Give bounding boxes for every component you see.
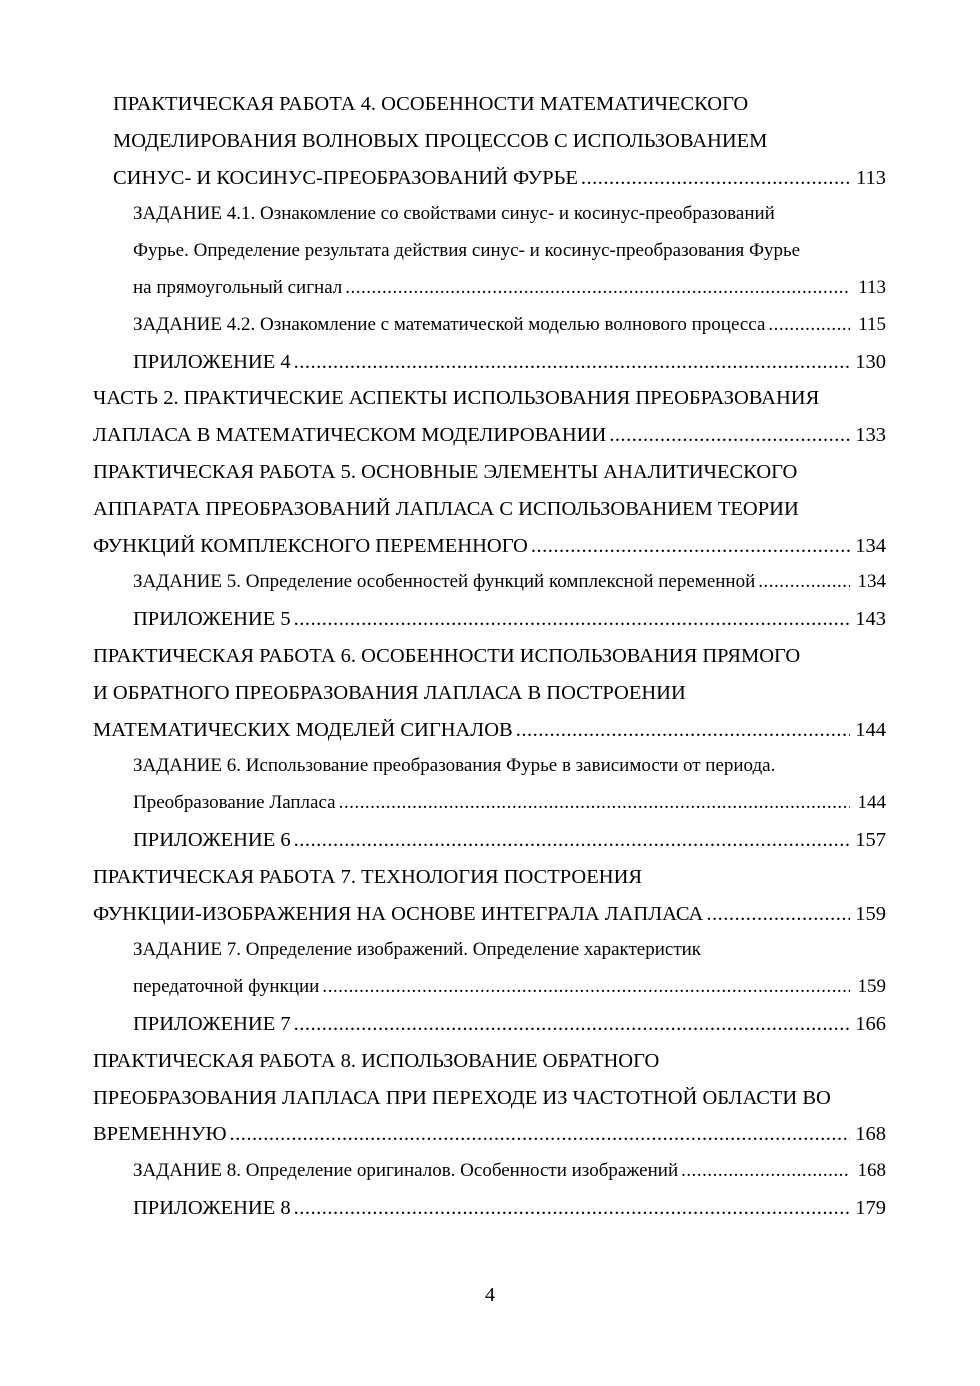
toc-entry-text: Фурье. Определение результата действия синус- и косинус-преобразования Фурье: [133, 240, 801, 262]
toc-line: [0, 196, 886, 233]
toc-page-number: 159: [855, 902, 886, 925]
toc-page-number: 134: [855, 534, 886, 557]
toc-dot-leader: [230, 1116, 850, 1153]
toc-line: [0, 1190, 886, 1227]
toc-line: [0, 601, 886, 638]
toc-page-number: 157: [855, 828, 886, 851]
toc-line: [0, 160, 886, 197]
toc-entry-text: ЧАСТЬ 2. ПРАКТИЧЕСКИЕ АСПЕКТЫ ИСПОЛЬЗОВАНИЯ ПРЕОБРАЗОВАНИЯ: [93, 387, 820, 410]
toc-heading-entry[interactable]: [0, 638, 980, 748]
toc-line: [0, 932, 886, 969]
toc-heading-entry[interactable]: [0, 1190, 980, 1227]
toc-entry-text: ПРИЛОЖЕНИЕ 8: [133, 1196, 291, 1219]
toc-line: [0, 454, 886, 491]
toc-task-entry[interactable]: [0, 932, 980, 1006]
toc-line: [0, 675, 886, 712]
toc-entry-text: ПРИЛОЖЕНИЕ 6: [133, 828, 291, 851]
toc-entry-text: ПРАКТИЧЕСКАЯ РАБОТА 8. ИСПОЛЬЗОВАНИЕ ОБРАТНОГО: [93, 1049, 660, 1072]
toc-line: [0, 1080, 886, 1117]
toc-dot-leader: [294, 601, 850, 638]
toc-dot-leader: [294, 822, 850, 859]
toc-dot-leader: [322, 969, 850, 1006]
toc-dot-leader: [609, 417, 850, 454]
toc-heading-entry[interactable]: [0, 344, 980, 381]
toc-page-number: 133: [855, 424, 886, 447]
toc-line: [0, 307, 886, 344]
toc-line: [0, 123, 886, 160]
toc-line: [0, 233, 886, 270]
toc-line: [0, 859, 886, 896]
toc-page-number: 159: [857, 976, 886, 998]
toc-dot-leader: [581, 160, 850, 197]
toc-dot-leader: [531, 528, 850, 565]
toc-line: [0, 896, 886, 933]
toc-dot-leader: [339, 785, 850, 822]
toc-page-number: 113: [856, 166, 886, 189]
toc-dot-leader: [768, 307, 850, 344]
toc-line: [0, 491, 886, 528]
toc-line: [0, 1153, 886, 1190]
toc-dot-leader: [758, 564, 850, 601]
toc-entry-text: ПРАКТИЧЕСКАЯ РАБОТА 5. ОСНОВНЫЕ ЭЛЕМЕНТЫ АНАЛИТИЧЕСКОГО: [93, 460, 798, 483]
toc-heading-entry[interactable]: [0, 86, 980, 196]
toc-entry-text: ЗАДАНИЕ 5. Определение особенностей функций комплексной переменной: [133, 571, 756, 593]
toc-page-number: 113: [858, 276, 886, 298]
toc-heading-entry[interactable]: [0, 822, 980, 859]
toc-page-number: 168: [857, 1160, 886, 1182]
toc-line: [0, 417, 886, 454]
toc-entry-text: И ОБРАТНОГО ПРЕОБРАЗОВАНИЯ ЛАПЛАСА В ПОСТРОЕНИИ: [93, 681, 686, 704]
toc-dot-leader: [706, 896, 850, 933]
toc-entry-text: ЗАДАНИЕ 7. Определение изображений. Определение характеристик: [133, 939, 702, 961]
toc-line: [0, 822, 886, 859]
toc-task-entry[interactable]: [0, 196, 980, 306]
toc-entry-text: СИНУС- И КОСИНУС-ПРЕОБРАЗОВАНИЙ ФУРЬЕ: [113, 166, 578, 189]
table-of-contents: [0, 86, 980, 1227]
toc-page-number: 130: [855, 350, 886, 373]
toc-entry-text: ЗАДАНИЕ 8. Определение оригиналов. Особенности изображений: [133, 1160, 679, 1182]
toc-page-number: 144: [855, 718, 886, 741]
toc-page-number: 179: [855, 1196, 886, 1219]
toc-line: [0, 86, 886, 123]
toc-dot-leader: [345, 270, 850, 307]
toc-entry-text: АППАРАТА ПРЕОБРАЗОВАНИЙ ЛАПЛАСА С ИСПОЛЬЗОВАНИЕМ ТЕОРИИ: [93, 497, 799, 520]
toc-line: [0, 564, 886, 601]
toc-line: [0, 1006, 886, 1043]
toc-page-number: 144: [857, 792, 886, 814]
toc-task-entry[interactable]: [0, 1153, 980, 1190]
toc-entry-text: ЗАДАНИЕ 4.1. Ознакомление со свойствами синус- и косинус-преобразований: [133, 203, 775, 225]
toc-heading-entry[interactable]: [0, 454, 980, 564]
toc-task-entry[interactable]: [0, 748, 980, 822]
toc-entry-text: передаточной функции: [133, 976, 320, 998]
toc-line: [0, 712, 886, 749]
toc-entry-text: на прямоугольный сигнал: [133, 276, 343, 298]
toc-dot-leader: [516, 712, 850, 749]
toc-page-number: 143: [855, 608, 886, 631]
toc-dot-leader: [294, 344, 850, 381]
toc-task-entry[interactable]: [0, 307, 980, 344]
toc-line: [0, 969, 886, 1006]
toc-line: [0, 528, 886, 565]
toc-line: [0, 638, 886, 675]
toc-line: [0, 380, 886, 417]
toc-entry-text: ПРАКТИЧЕСКАЯ РАБОТА 4. ОСОБЕННОСТИ МАТЕМАТИЧЕСКОГО: [113, 93, 749, 115]
toc-entry-text: ЗАДАНИЕ 4.2. Ознакомление с математической моделью волнового процесса: [133, 313, 766, 335]
toc-heading-entry[interactable]: [0, 1043, 980, 1153]
toc-entry-text: ПРИЛОЖЕНИЕ 7: [133, 1012, 291, 1035]
toc-page-number: 134: [857, 571, 886, 593]
toc-line: [0, 1043, 886, 1080]
toc-entry-text: МАТЕМАТИЧЕСКИХ МОДЕЛЕЙ СИГНАЛОВ: [93, 718, 513, 741]
toc-heading-entry[interactable]: [0, 1006, 980, 1043]
toc-entry-text: Преобразование Лапласа: [133, 792, 336, 814]
toc-line: [0, 748, 886, 785]
toc-page-number: 166: [855, 1012, 886, 1035]
toc-heading-entry[interactable]: [0, 380, 980, 454]
toc-entry-text: ПРАКТИЧЕСКАЯ РАБОТА 6. ОСОБЕННОСТИ ИСПОЛЬЗОВАНИЯ ПРЯМОГО: [93, 644, 801, 667]
toc-entry-text: ЛАПЛАСА В МАТЕМАТИЧЕСКОМ МОДЕЛИРОВАНИИ: [93, 424, 607, 447]
toc-entry-text: ПРИЛОЖЕНИЕ 4: [133, 350, 291, 373]
toc-entry-text: МОДЕЛИРОВАНИЯ ВОЛНОВЫХ ПРОЦЕССОВ С ИСПОЛЬЗОВАНИЕМ: [113, 129, 768, 152]
toc-entry-text: ВРЕМЕННУЮ: [93, 1123, 227, 1146]
toc-dot-leader: [681, 1153, 850, 1190]
toc-entry-text: ЗАДАНИЕ 6. Использование преобразования Фурье в зависимости от периода.: [133, 755, 776, 777]
toc-heading-entry[interactable]: [0, 601, 980, 638]
toc-dot-leader: [294, 1190, 850, 1227]
toc-entry-text: ФУНКЦИЙ КОМПЛЕКСНОГО ПЕРЕМЕННОГО: [93, 534, 528, 557]
toc-line: [0, 785, 886, 822]
toc-entry-text: ПРЕОБРАЗОВАНИЯ ЛАПЛАСА ПРИ ПЕРЕХОДЕ ИЗ ЧАСТОТНОЙ ОБЛАСТИ ВО: [93, 1086, 831, 1109]
toc-entry-text: ПРАКТИЧЕСКАЯ РАБОТА 7. ТЕХНОЛОГИЯ ПОСТРОЕНИЯ: [93, 865, 643, 888]
toc-line: [0, 270, 886, 307]
toc-heading-entry[interactable]: [0, 859, 980, 933]
toc-page-number: 168: [855, 1123, 886, 1146]
page-number: 4: [485, 1284, 495, 1306]
toc-dot-leader: [294, 1006, 850, 1043]
toc-page-number: 115: [858, 313, 886, 335]
toc-entry-text: ПРИЛОЖЕНИЕ 5: [133, 608, 291, 631]
toc-entry-text: ФУНКЦИИ-ИЗОБРАЖЕНИЯ НА ОСНОВЕ ИНТЕГРАЛА ЛАПЛАСА: [93, 902, 704, 925]
toc-line: [0, 1116, 886, 1153]
toc-line: [0, 344, 886, 381]
toc-task-entry[interactable]: [0, 564, 980, 601]
